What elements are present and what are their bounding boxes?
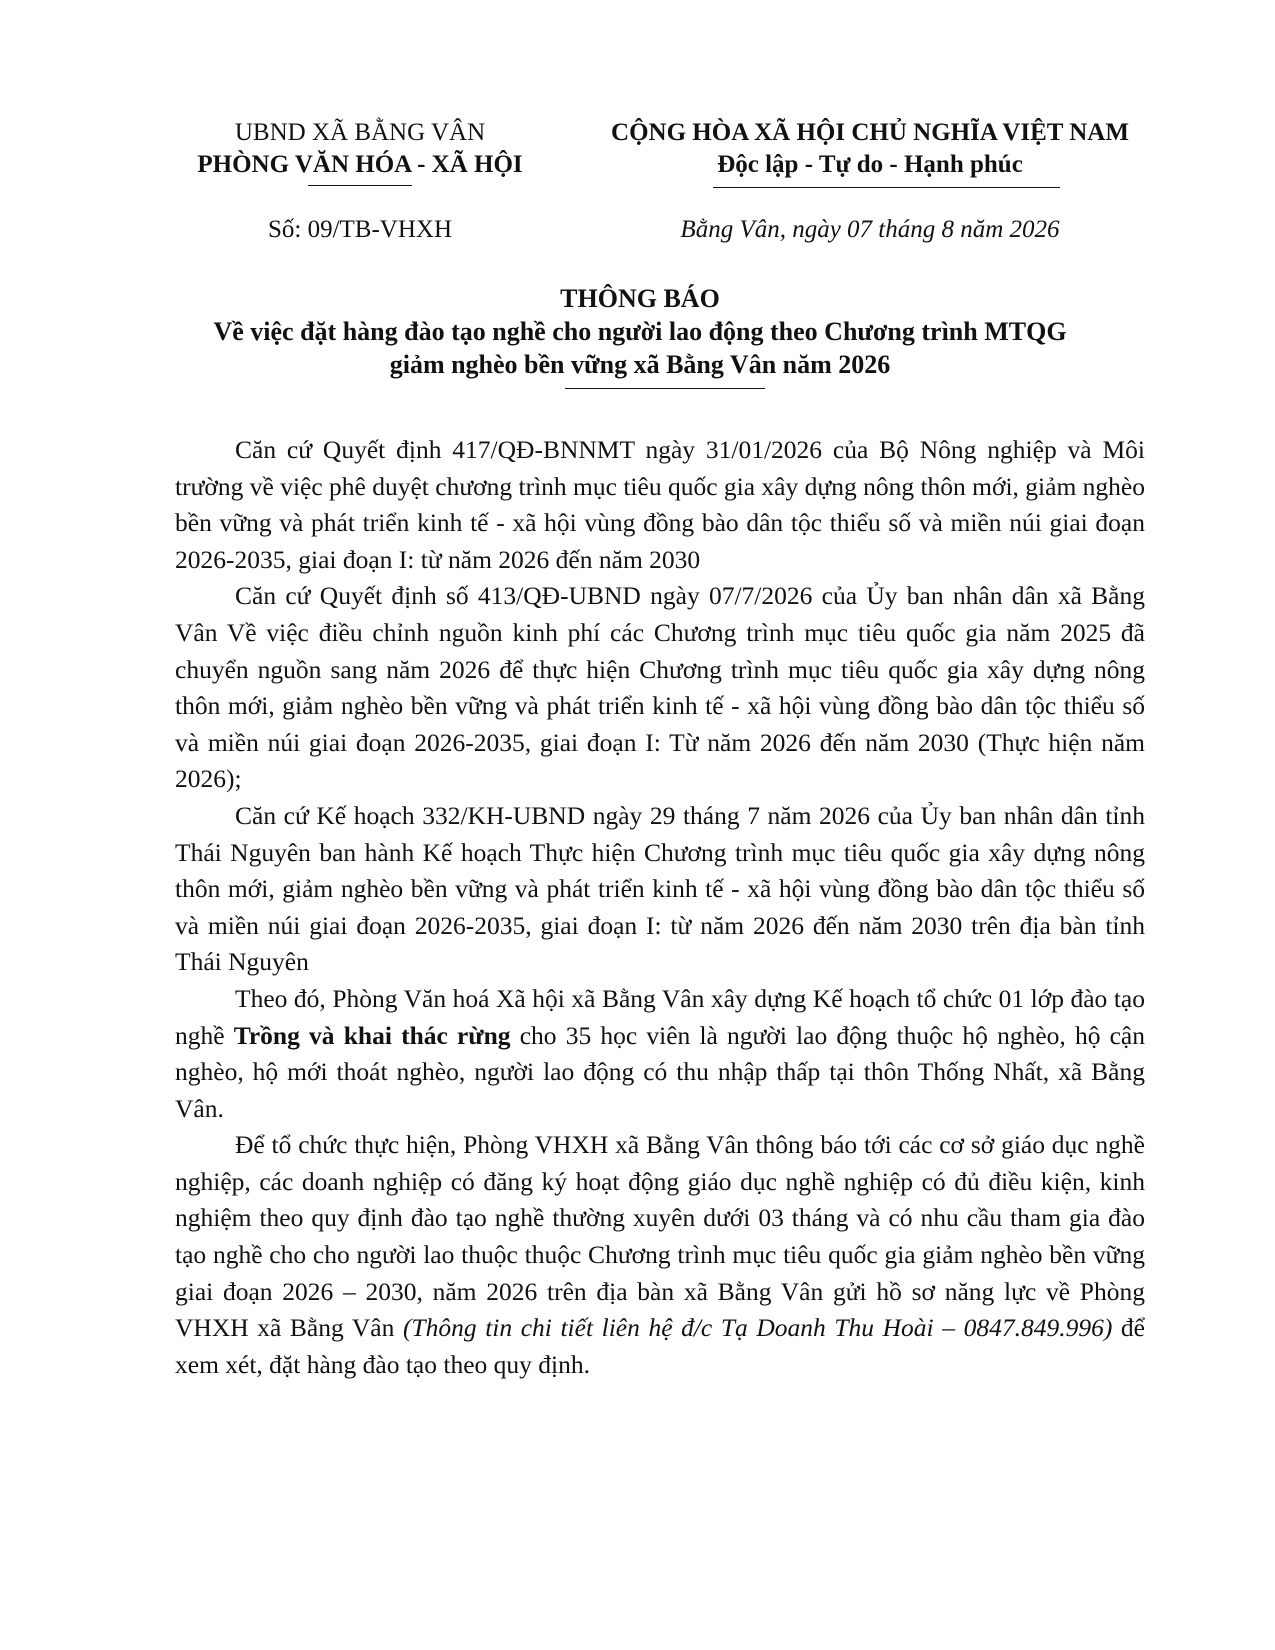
announcement-text-end: để xem xét, đặt hàng đào tạo theo quy định. <box>175 1313 1145 1379</box>
announcement-text-start: Để tổ chức thực hiện, Phòng VHXH xã Bằng Vân thông báo tới các cơ sở giáo dục nghề nghiệp, các doanh nghiệp có đăng ký hoạt động giáo dục nghề nghiệp có đủ điều kiện, kinh nghiệm theo quy định đào tạo nghề thường xuyên dưới 03 tháng và có nhu cầu tham gia đào tạo nghề cho cho người lao thuộc thuộc Chương trình mục tiêu quốc gia giảm nghèo bền vững giai đoạn 2026 – 2030, năm 2026 trên địa bàn xã Bằng Vân gửi hồ sơ năng lực về Phòng VHXH xã Bằng Vân <box>175 1130 1145 1343</box>
paragraph-legal-basis-2: Căn cứ Quyết định số 413/QĐ-UBND ngày 07/7/2026 của Ủy ban nhân dân xã Bằng Vân Về việc điều chỉnh nguồn kinh phí các Chương trình mục tiêu quốc gia năm 2025 đã chuyển nguồn sang năm 2026 để thực hiện Chương trình mục tiêu quốc gia xây dựng nông thôn mới, giảm nghèo bền vững và phát triển kinh tế - xã hội vùng đồng bào dân tộc thiểu số và miền núi giai đoạn 2026-2035, giai đoạn I: Từ năm 2026 đến năm 2030 (Thực hiện năm 2026); <box>175 581 1145 794</box>
agency-name: UBND XÃ BẰNG VÂN <box>234 119 486 146</box>
title-underline <box>565 388 765 389</box>
paragraph-announcement <box>175 1127 1145 1383</box>
plan-text-start: Theo đó, Phòng Văn hoá Xã hội xã Bằng Vân xây dựng Kế hoạch tổ chức 01 lớp đào tạo nghề <box>175 983 1145 1050</box>
agency-department: PHÒNG VĂN HÓA - XÃ HỘI <box>197 151 523 178</box>
document-date: Bằng Vân, ngày 07 tháng 8 năm 2026 <box>680 216 1060 243</box>
plan-text-end: cho 35 học viên là người lao động thuộc hộ nghèo, hộ cận nghèo, hộ mới thoát nghèo, người lao động có thu nhập thấp tại thôn Thống Nhất, xã Bằng Vân. <box>175 1020 1145 1123</box>
paragraph-plan <box>175 981 1145 1127</box>
contact-info: (Thông tin chi tiết liên hệ đ/c Tạ Doanh Thu Hoài – 0847.849.996) <box>402 1313 1113 1343</box>
motto-underline <box>713 187 1060 188</box>
subtitle-line-2: giảm nghèo bền vững xã Bằng Vân năm 2026 <box>389 350 891 379</box>
national-motto: Độc lập - Tự do - Hạnh phúc <box>717 151 1023 178</box>
document-number: Số: 09/TB-VHXH <box>267 216 453 243</box>
national-title: CỘNG HÒA XÃ HỘI CHỦ NGHĨA VIỆT NAM <box>611 119 1129 146</box>
document-title: THÔNG BÁO <box>560 284 720 313</box>
agency-underline <box>308 185 412 186</box>
document-subtitle <box>120 315 1160 381</box>
paragraph-legal-basis-3: Căn cứ Kế hoạch 332/KH-UBND ngày 29 tháng 7 năm 2026 của Ủy ban nhân dân tỉnh Thái Nguyên ban hành Kế hoạch Thực hiện Chương trình mục tiêu quốc gia xây dựng nông thôn mới, giảm nghèo bền vững và phát triển kinh tế - xã hội vùng đồng bào dân tộc thiểu số và miền núi giai đoạn 2026-2035, giai đoạn I: từ năm 2026 đến năm 2030 trên địa bàn tỉnh Thái Nguyên <box>175 800 1145 977</box>
document-body <box>175 432 1145 1383</box>
subtitle-line-1: Về việc đặt hàng đào tạo nghề cho người lao động theo Chương trình MTQG <box>213 317 1067 346</box>
paragraph-legal-basis-1: Căn cứ Quyết định 417/QĐ-BNNMT ngày 31/01/2026 của Bộ Nông nghiệp và Môi trường về việc phê duyệt chương trình mục tiêu quốc gia xây dựng nông thôn mới, giảm nghèo bền vững và phát triển kinh tế - xã hội vùng đồng bào dân tộc thiểu số và miền núi giai đoạn 2026-2035, giai đoạn I: từ năm 2026 đến năm 2030 <box>175 435 1145 574</box>
training-course-name: Trồng và khai thác rừng <box>233 1020 511 1050</box>
